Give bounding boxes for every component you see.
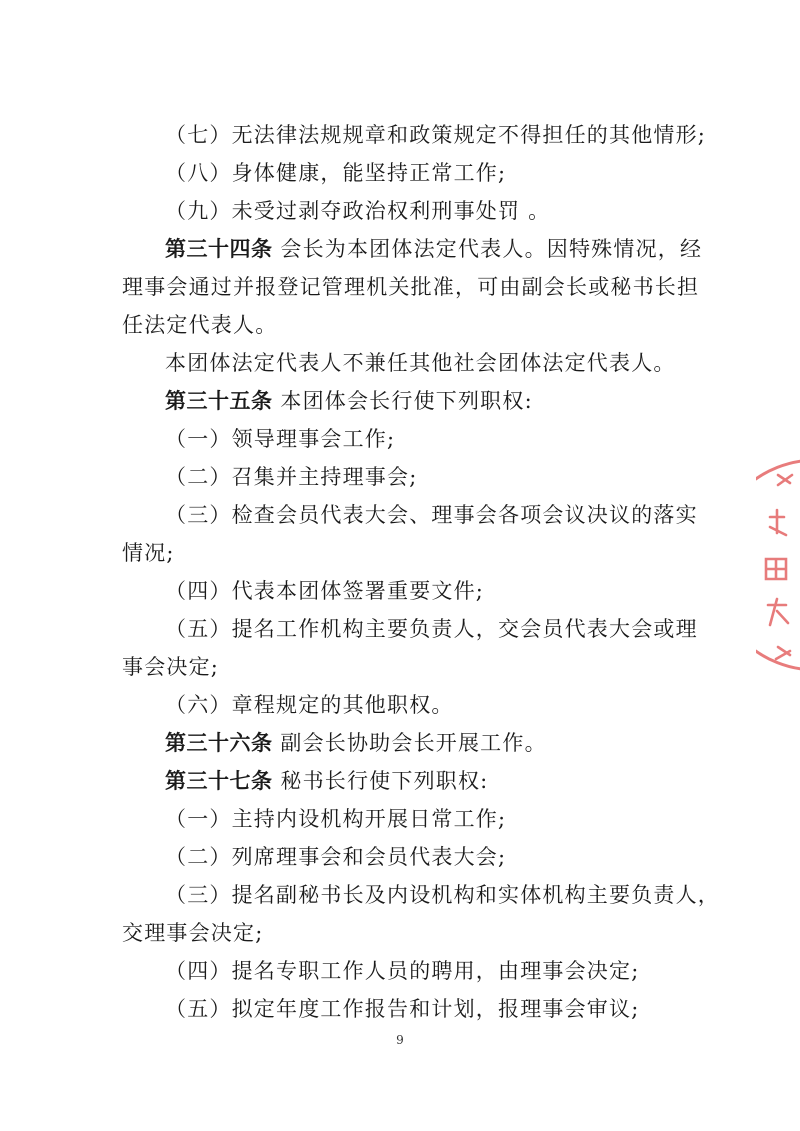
- article-34-paragraph-2: 本团体法定代表人不兼任其他社会团体法定代表人。: [165, 351, 676, 375]
- article-34-text: 会长为本团体法定代表人。因特殊情况，经: [272, 237, 703, 261]
- article-37-item-1: （一）主持内设机构开展日常工作;: [165, 807, 507, 831]
- article-37-item-3-cont: 交理事会决定;: [122, 921, 264, 945]
- article-37-text: 秘书长行使下列职权:: [272, 769, 489, 793]
- clause-9: （九）未受过剥夺政治权利刑事处罚 。: [165, 199, 551, 223]
- article-37: [0, 766, 800, 796]
- article-34-line-3: 任法定代表人。: [122, 313, 278, 337]
- article-36-text: 副会长协助会长开展工作。: [272, 731, 547, 755]
- article-35-item-5-cont: 事会决定;: [122, 655, 220, 679]
- article-35-item-6: （六）章程规定的其他职权。: [165, 693, 454, 717]
- article-36: [0, 728, 800, 758]
- article-35-item-1: （一）领导理事会工作;: [165, 427, 396, 451]
- clause-8: （八）身体健康，能坚持正常工作;: [165, 161, 507, 185]
- article-35-item-4: （四）代表本团体签署重要文件;: [165, 579, 485, 603]
- article-34-line-2: 理事会通过并报登记管理机关批准，可由副会长或秘书长担: [122, 275, 700, 299]
- seal-stamp-graphic: [756, 455, 800, 675]
- page-number: 9: [396, 1033, 404, 1047]
- article-34-label: 第三十四条: [165, 237, 273, 261]
- article-35-item-2: （二）召集并主持理事会;: [165, 465, 418, 489]
- clause-7: （七）无法律法规规章和政策规定不得担任的其他情形;: [165, 123, 707, 147]
- article-37-item-5: （五）拟定年度工作报告和计划，报理事会审议;: [165, 997, 640, 1021]
- article-37-item-3: （三）提名副秘书长及内设机构和实体机构主要负责人，: [165, 883, 720, 907]
- article-35-label: 第三十五条: [165, 389, 273, 413]
- article-35-item-3: （三）检查会员代表大会、理事会各项会议决议的落实: [165, 503, 698, 527]
- article-35-item-5: （五）提名工作机构主要负责人，交会员代表大会或理: [165, 617, 698, 641]
- article-35: [0, 386, 800, 416]
- article-35-text: 本团体会长行使下列职权:: [272, 389, 533, 413]
- seal-stamp: [756, 455, 800, 675]
- article-34: [0, 234, 800, 264]
- article-36-label: 第三十六条: [165, 731, 273, 755]
- article-35-item-3-cont: 情况;: [122, 541, 175, 565]
- article-37-label: 第三十七条: [165, 769, 273, 793]
- article-37-item-4: （四）提名专职工作人员的聘用，由理事会决定;: [165, 959, 640, 983]
- article-37-item-2: （二）列席理事会和会员代表大会;: [165, 845, 507, 869]
